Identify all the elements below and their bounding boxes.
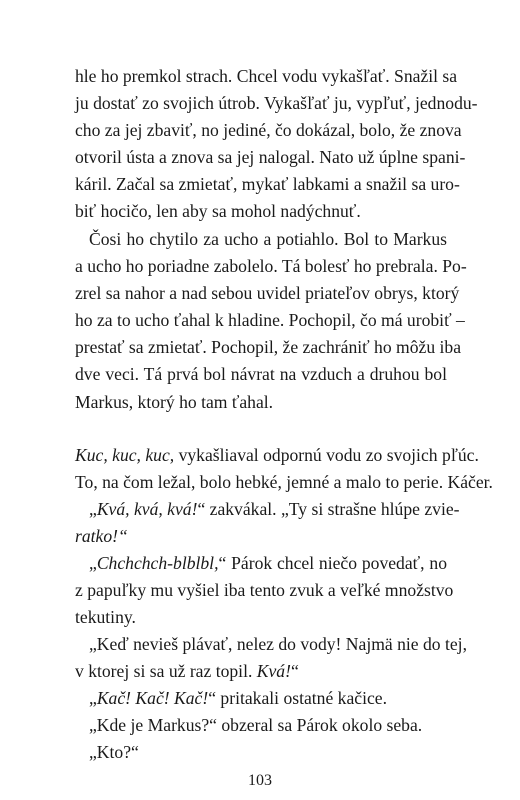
- italic-text: Kuc, kuc, kuc,: [75, 445, 175, 465]
- italic-text: ratko!“: [75, 526, 128, 547]
- page-number: 103: [248, 772, 272, 789]
- roman-text: „: [89, 688, 97, 708]
- roman-text: vykašliaval odpornú vodu zo svojich pľúc.: [174, 445, 479, 465]
- text-line: a ucho ho poriadne zabolelo. Tá bolesť ho prebrala. Po-: [75, 256, 467, 277]
- roman-text: „Keď nevieš plávať, nelez do vody! Najmä nie do tej,: [89, 634, 467, 654]
- paragraph-4: [75, 496, 460, 550]
- roman-text: v ktorej si sa už raz topil.: [75, 661, 257, 682]
- text-line: ho za to ucho ťahal k hladine. Pochopil, čo má urobiť –: [75, 310, 465, 331]
- text-line: otvoril ústa a znova sa jej nalogal. Nato už úplne spani-: [75, 147, 466, 168]
- roman-text: tekutiny.: [75, 607, 136, 628]
- italic-text: Kvá!: [256, 661, 291, 682]
- roman-text: “ Párok chcel niečo povedať, no: [218, 553, 447, 573]
- paragraph-3: [75, 442, 493, 496]
- text-line: [75, 523, 447, 550]
- paragraph-1: [75, 63, 478, 226]
- text-line: Markus, ktorý ho tam ťahal.: [75, 391, 274, 412]
- text-line: [75, 550, 447, 577]
- text-line: prestať sa zmietať. Pochopil, že zachrániť ho môžu iba: [75, 337, 462, 358]
- text-line: [75, 685, 447, 712]
- text-line: „Kde je Markus?“ obzeral sa Párok okolo seba.: [89, 715, 423, 735]
- roman-text: „: [89, 499, 97, 519]
- text-line: cho za jej zbaviť, no jediné, čo dokázal, bolo, že znova: [75, 120, 462, 141]
- text-line: „Kto?“: [89, 742, 139, 762]
- paragraph-5: [75, 550, 454, 631]
- text-line: [75, 658, 447, 685]
- paragraph-2: [75, 226, 467, 416]
- roman-text: “ zakvákal. „Ty si strašne hlúpe zvie-: [197, 499, 460, 519]
- italic-text: Chchchch-blblbl,: [96, 553, 219, 573]
- roman-text: „: [89, 553, 97, 573]
- text-line: Čosi ho chytilo za ucho a potiahlo. Bol to Markus: [89, 229, 447, 249]
- paragraph-9: [75, 739, 447, 766]
- text-line: [75, 604, 447, 631]
- text-line: [75, 631, 467, 658]
- text-line: dve veci. Tá prvá bol návrat na vzduch a druhou bol: [75, 364, 447, 385]
- italic-text: Kač! Kač! Kač!: [96, 688, 209, 708]
- paragraph-7: [75, 685, 447, 712]
- text-line: [75, 496, 460, 523]
- roman-text: “: [290, 661, 299, 682]
- roman-text: To, na čom ležal, bolo hebké, jemné a malo to perie. Káčer.: [75, 472, 493, 493]
- text-line: [75, 577, 454, 604]
- roman-text: “ pritakali ostatné kačice.: [208, 688, 387, 708]
- text-line: biť hocičo, len aby sa mohol nadýchnuť.: [75, 201, 361, 222]
- italic-text: Kvá, kvá, kvá!: [96, 499, 198, 519]
- text-line: káril. Začal sa zmietať, mykať labkami a snažil sa uro-: [75, 174, 460, 195]
- text-line: [75, 442, 479, 469]
- paragraph-8: [75, 712, 447, 739]
- text-line: ju dostať zo svojich útrob. Vykašľať ju, vypľuť, jednodu-: [75, 93, 478, 114]
- roman-text: z papuľky mu vyšiel iba tento zvuk a veľké množstvo: [75, 580, 454, 601]
- text-line: hle ho premkol strach. Chcel vodu vykašľať. Snažil sa: [75, 66, 458, 86]
- text-line: [75, 469, 493, 496]
- text-line: zrel sa nahor a nad sebou uvidel priateľov obrys, ktorý: [75, 283, 460, 304]
- paragraph-6: [75, 631, 467, 685]
